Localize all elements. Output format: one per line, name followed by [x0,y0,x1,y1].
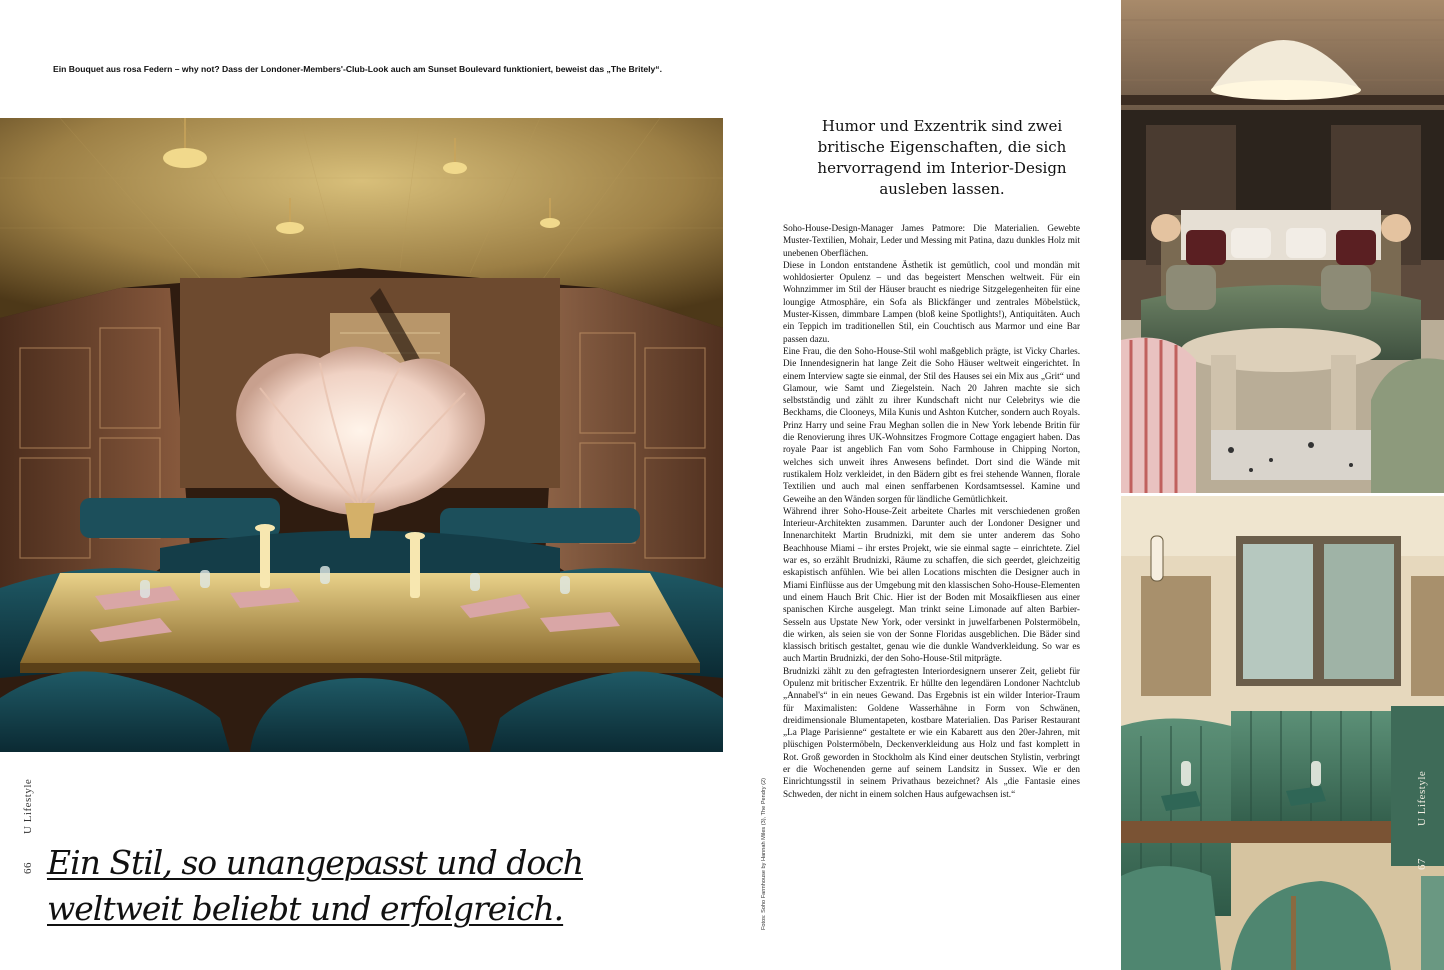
page-number: 66 [22,862,34,874]
right-section-label: U Lifestyle [1416,770,1428,826]
photo-caption: Ein Bouquet aus rosa Federn – why not? Dass der Londoner-Members'-Club-Look auch am Sunset Boulevard funktioniert, beweist das „The Britely“. [53,64,662,74]
paragraph: Während ihrer Soho-House-Zeit arbeitete Charles mit verschiedenen großen Interieur-Architekten zusammen. Darunter auch der Londoner Designer und Innenarchitekt Martin Brudnizki, mit dem sie unter anderem das Soho Beachhouse Miami – ihr erstes Projekt, wie sie einmal sagte – einrichtete. Ziel war es, so erzählt Brudnizki, Räume zu schaffen, die sich geerdet, gleichzeitig eskapistisch anfühlen. Wie bei allen Locations mischten die Designer auch in Miami Einflüsse aus der Umgebung mit den klassischen Soho-House-Elementen und einem Hauch Brit Chic. Hier ist der Boden mit Mosaikfliesen aus einer spanischen Kirche ausgelegt. Man trinkt seine Limonade auf alten Barbier-Sesseln aus Upstate New York, oder versinkt in juwelfarbenen Polstermöbeln, die wirken, als seien sie von der Sonne Floridas ausgeblichen. Die Bäder sind klassisch britisch gestaltet, genau wie die dunkle Wandverkleidung. So war es auch Martin Brudnizki, der den Soho-House-Stil mitprägte. [783,505,1081,664]
headline-line-2: weltweit beliebt und erfolgreich. [47,889,564,928]
restaurant-photo [0,118,723,752]
photo-credit: Fotos: Soho Farmhouse by Hannah Miles (3), The Pendry (2) [761,778,767,930]
farmhouse-photo [1121,0,1444,493]
booth-photo [1121,496,1444,970]
left-page-number [22,862,34,874]
paragraph: Soho-House-Design-Manager James Patmore: Die Materialien. Gewebte Muster-Textilien, Mohair, Leder und Messing mit Patina, dazu dunkles Holz mit unebenen Oberflächen. [783,223,1080,258]
headline [47,840,607,932]
left-section-label: U Lifestyle [22,778,34,834]
headline-line-1: Ein Stil, so unangepasst und doch [47,843,583,882]
paragraph: Eine Frau, die den Soho-House-Stil wohl maßgeblich prägte, ist Vicky Charles. Die Innendesignerin hat lange Zeit die Soho Häuser weltweit eingerichtet. In einem Interview sagte sie einmal, der Stil des Hauses sei ein Mix aus „Grit“ und Glamour, wie Samt und Ziegelstein. Nach 20 Jahren machte sie sich selbstständig und zählt zu ihrer Kundschaft nicht nur Celebritys wie die Beckhams, die Clooneys, Mila Kunis und Ashton Kutcher, sondern auch Royals. Prinz Harry und seine Frau Meghan sollen die in New York lebende Britin für die Renovierung ihres UK-Wohnsitzes Frogmore Cottage engagiert haben. Das royale Paar ist angeblich Fan vom Soho Farmhouse in Chipping Norton, welches sich unweit ihres Anwesens befindet. Dort sind die Wände mit rustikalem Holz verkleidet, in den Bädern gibt es frei stehende Wannen, florale Textilien und auch mal einen senffarbenen Kordsamtsessel. Kamine und Geweihe an den Wänden sorgen für ländliche Gemütlichkeit. [783,345,1080,504]
article-body [783,222,1080,800]
paragraph: Diese in London entstandene Ästhetik ist gemütlich, cool und mondän mit wohldosierter Opulenz – und das begeistert Menschen weltweit. Für ein Wohnzimmer im Stil der Häuser braucht es niedrige Sitzgelegenheiten für eine loungige Atmosphäre, ein Sofa als Blickfänger und zentrales Möbelstück, Muster-Kissen, dimmbare Lampen (bloß keine Spotlights!), Antiquitäten. Auch ein Teppich im traditionellen Stil, ein Couchtisch aus Marmor und eine Bar passen dazu. [783,259,1080,344]
paragraph: Brudnizki zählt zu den gefragtesten Interiordesignern unserer Zeit, geliebt für Opulenz mit britischer Exzentrik. Er hüllte den legendären Londoner Nachtclub „Annabel's“ in ein neues Gewand. Das Ergebnis ist ein wilder Interior-Traum für Maximalisten: Goldene Wasserhähne in Form von Schwänen, dreidimensionale Blumentapeten, kostbare Materialien. Das Pariser Restaurant „La Plage Parisienne“ gestaltete er wie ein Kabarett aus den 20er-Jahren, mit plüschigen Polstermöbeln, Deckenverkleidung aus Holz und fast komplett in Rot. Groß geworden in Stockholm als Kind einer deutschen Stylistin, verbringt er die Wochenenden gerne auf seinem Landsitz in Sussex. Wie er den Einrichtungsstil in seinem Privathaus bezeichnet? Als „die Fantasie eines Schweden, der nicht in einem solchen Haus aufgewachsen ist.“ [783,665,1080,799]
right-page-number: 67 [1416,858,1428,870]
pull-quote: Humor und Exzentrik sind zwei britische Eigenschaften, die sich hervorragend im Interior-Design ausleben lassen. [817,117,1067,198]
